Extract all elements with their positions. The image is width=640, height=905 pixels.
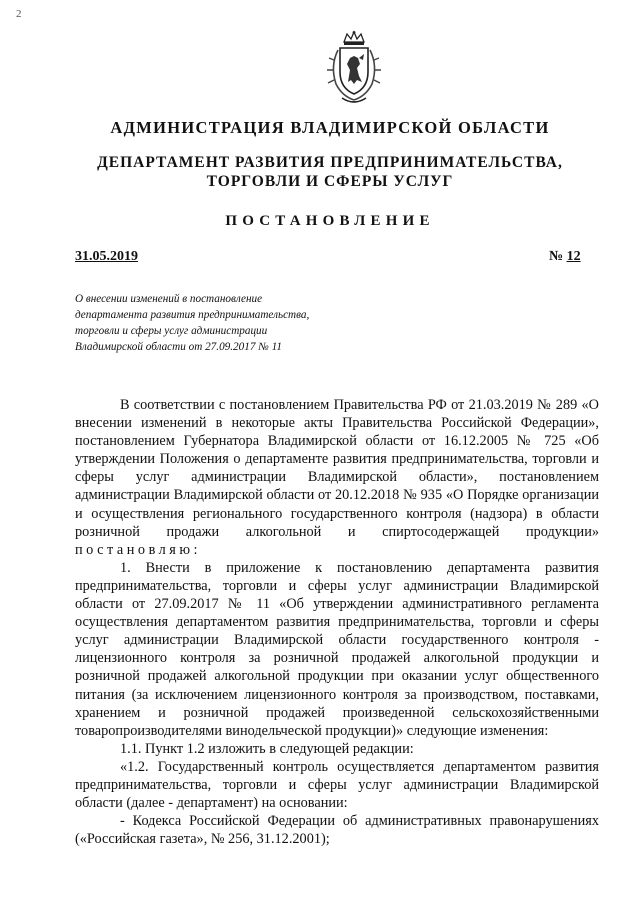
subject-line: департамента развития предпринимательства, bbox=[75, 309, 310, 321]
page-number-mark: 2 bbox=[16, 8, 22, 20]
document-number bbox=[549, 249, 581, 265]
document-date: 31.05.2019 bbox=[75, 249, 138, 264]
item-1-1-paragraph: 1.1. Пункт 1.2 изложить в следующей редакции: bbox=[120, 740, 414, 757]
decree-word: постановляю: bbox=[75, 541, 201, 558]
coat-of-arms-emblem bbox=[326, 30, 382, 106]
preamble-text: В соответствии с постановлением Правительства РФ от 21.03.2019 № 289 «О внесении изменений в некоторые акты Правительства Российской Федерации», постановлением Губернатора Владимирской области от 16.12.2005 № 725 «Об утверждении Положения о департаменте развития предпринимательства, торговли и сферы услуг администрации Владимирской области», постановлением администрации Владимирской области от 20.12.2018 № 935 «О Порядке организации и осуществления регионального государственного контроля (надзора) в области розничной продажи алкогольной и спиртосодержащей продукции» bbox=[75, 397, 599, 540]
subject-line: Владимирской области от 27.09.2017 № 11 bbox=[75, 341, 282, 353]
document-body bbox=[75, 396, 599, 848]
department-heading-line-1: ДЕПАРТАМЕНТ РАЗВИТИЯ ПРЕДПРИНИМАТЕЛЬСТВА, bbox=[97, 154, 563, 171]
department-heading-line-2: ТОРГОВЛИ И СФЕРЫ УСЛУГ bbox=[206, 173, 454, 190]
quoted-clause-1-2: «1.2. Государственный контроль осуществляется департаментом развития предпринимательства, торговли и сферы услуг администрации Владимирской области (далее - департамент) на основании: bbox=[75, 758, 599, 812]
subject-line: О внесении изменений в постановление bbox=[75, 293, 263, 305]
document-number-prefix: № bbox=[549, 249, 564, 264]
item-1-paragraph: 1. Внести в приложение к постановлению департамента развития предпринимательства, торговли и сферы услуг администрации Владимирской области от 27.09.2017 № 11 «Об утверждении административного регламента осуществления департаментом развития предпринимательства, торговли и сферы услуг администрации Владимирской области государственного контроля - лицензионного контроля за розничной продажей алкогольной продукции и розничной продажей алкогольной продукции при оказании услуг общественного питания (за исключением лицензионного контроля за производством, поставками, хранением и розничной продажей произведенной сельскохозяйственными товаропроизводителями винодельческой продукции)» следующие изменения: bbox=[75, 559, 599, 739]
bullet-code-of-administrative-offenses: - Кодекса Российской Федерации об административных правонарушениях («Российская газета», № 256, 31.12.2001); bbox=[75, 813, 599, 848]
subject-line: торговли и сферы услуг администрации bbox=[75, 325, 268, 337]
document-subject bbox=[75, 291, 375, 355]
document-type-heading: ПОСТАНОВЛЕНИЕ bbox=[225, 213, 435, 229]
organization-heading: АДМИНИСТРАЦИЯ ВЛАДИМИРСКОЙ ОБЛАСТИ bbox=[110, 118, 550, 137]
document-number-value: 12 bbox=[566, 249, 581, 264]
preamble-paragraph bbox=[75, 396, 599, 559]
